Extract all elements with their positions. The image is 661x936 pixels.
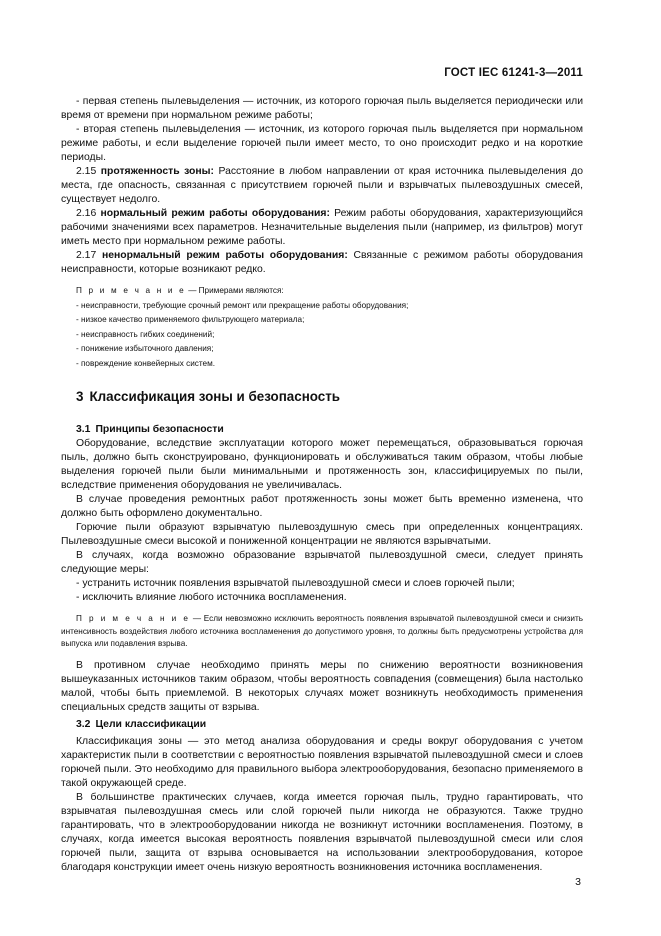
- list-item: - устранить источник появления взрывчатой пылевоздушной смеси и слоев горючей пыли;: [76, 578, 515, 589]
- definition-2-16: [61, 207, 583, 249]
- definition-2-17: [61, 249, 583, 277]
- note-list-item: - неисправности, требующие срочный ремонт или прекращение работы оборудования;: [76, 300, 409, 310]
- definition-text: Режим работы оборудования, характеризующийся рабочими значениями всех параметров. Незначительные выделения пыли (например, из фильтров) могут иметь место при нормальном режиме работы.: [61, 208, 583, 247]
- definition-text: Связанные с режимом работы оборудования неисправности, которые возникают редко.: [61, 250, 583, 275]
- list-item: - первая степень пылевыделения — источник, из которого горючая пыль выделяется периодически или время от времени при нормальном режиме работы;: [61, 96, 583, 121]
- paragraph: Классификация зоны — это метод анализа оборудования и среды вокруг оборудования с учетом характеристик пыли в соответствии с вероятностью появления взрывчатой пылевоздушной смеси и слоев горючей пыли. Это необходимо для правильного выбора электрооборудования, безопасно применяемого в такой окружающей среде.: [61, 735, 583, 789]
- definition-number: 2.15: [76, 166, 97, 177]
- note-label: П р и м е ч а н и е: [76, 614, 191, 623]
- paragraph: Оборудование, вследствие эксплуатации которого может перемещаться, образовываться горючая пыль, должно быть сконструировано, функционировать и обслуживаться таким образом, чтобы любые выделения горючей пыли были минимальными и протяженность зон, классифицируемых по пыли, вследствие применения оборудования не увеличивалась.: [61, 438, 583, 491]
- note-label: П р и м е ч а н и е: [76, 286, 186, 295]
- document-code: ГОСТ IEC 61241-3—2011: [444, 67, 583, 79]
- list-item: - вторая степень пылевыделения — источник, из которого горючая пыль выделяется при нормальном режиме работы, и если выделение горючей пыли имеет место, то оно происходит редко и на короткие периоды.: [61, 124, 583, 163]
- page-content: [61, 95, 583, 875]
- subsection-heading: [61, 423, 583, 437]
- subsection-number: 3.1: [76, 424, 91, 435]
- note-paragraph: [61, 613, 583, 651]
- list-item: - исключить влияние любого источника воспламенения.: [76, 592, 347, 603]
- definition-2-15: [61, 165, 583, 207]
- paragraph: В случае проведения ремонтных работ протяженность зоны может быть временно изменена, что должно быть оформлено документально.: [61, 494, 583, 519]
- subsection-title: Цели классификации: [95, 718, 207, 730]
- definition-text: Расстояние в любом направлении от края источника пылевыделения до места, где опасность, связанная с присутствием горючей пыли и взрывчатых пылевоздушных смесей, существует недолго.: [61, 166, 583, 205]
- subsection-title: Принципы безопасности: [95, 424, 224, 435]
- note-list-item: - понижение избыточного давления;: [76, 344, 214, 353]
- definition-term: нормальный режим работы оборудования:: [100, 208, 330, 219]
- note-list-item: - повреждение конвейерных систем.: [76, 358, 215, 368]
- note-text: — Если невозможно исключить вероятность появления взрывчатой пылевоздушной смеси и снизить интенсивность воздействия любого источника воспламенения до допустимого уровня, то должны быть предусмотрены устройства для выпуска или подавления взрыва.: [61, 614, 584, 648]
- definition-number: 2.16: [76, 208, 97, 219]
- note-list-item: - низкое качество применяемого фильтрующего материала;: [76, 315, 305, 324]
- note-intro: — Примерами являются:: [185, 286, 284, 295]
- paragraph: В противном случае необходимо принять меры по снижению вероятности возникновения вышеуказанных источников таким образом, чтобы вероятность совпадения (совмещения) была настолько малой, чтобы быть приемлемой. В некоторых случаях может возникнуть необходимость применения специальных средств защиты от взрыва.: [61, 659, 583, 713]
- definition-term: ненормальный режим работы оборудования:: [101, 250, 348, 261]
- subsection-number: 3.2: [76, 718, 91, 730]
- definition-number: 2.17: [76, 250, 97, 261]
- paragraph: В большинстве практических случаев, когда имеется горючая пыль, трудно гарантировать, что взрывчатая пылевоздушная смесь или слой горючей пыли никогда не образуются. Также трудно гарантировать, что в электрооборудовании никогда не возникнут источники воспламенения. Поэтому, в случаях, когда имеется высокая вероятность появления взрывчатой пылевоздушной смеси или слоя горючей пыли, защита от взрыва основывается на использовании электрооборудования, которое благодаря конструкции имеет очень низкую вероятность возникновения источника воспламенения.: [61, 791, 583, 873]
- page-number: 3: [575, 876, 581, 888]
- subsection-heading: [61, 718, 583, 732]
- section-number: 3: [76, 389, 84, 404]
- paragraph: В случаях, когда возможно образование взрывчатой пылевоздушной смеси, следует принять следующие меры:: [61, 550, 583, 575]
- section-heading: [61, 388, 583, 406]
- note-list-item: - неисправность гибких соединений;: [76, 329, 215, 339]
- paragraph: Горючие пыли образуют взрывчатую пылевоздушную смесь при определенных концентрациях. Пылевоздушные смеси высокой и пониженной концентрации не являются взрывчатыми.: [61, 522, 583, 547]
- note-title: [61, 285, 583, 298]
- definition-term: протяженность зоны:: [100, 166, 214, 177]
- section-title: Классификация зоны и безопасность: [89, 389, 341, 404]
